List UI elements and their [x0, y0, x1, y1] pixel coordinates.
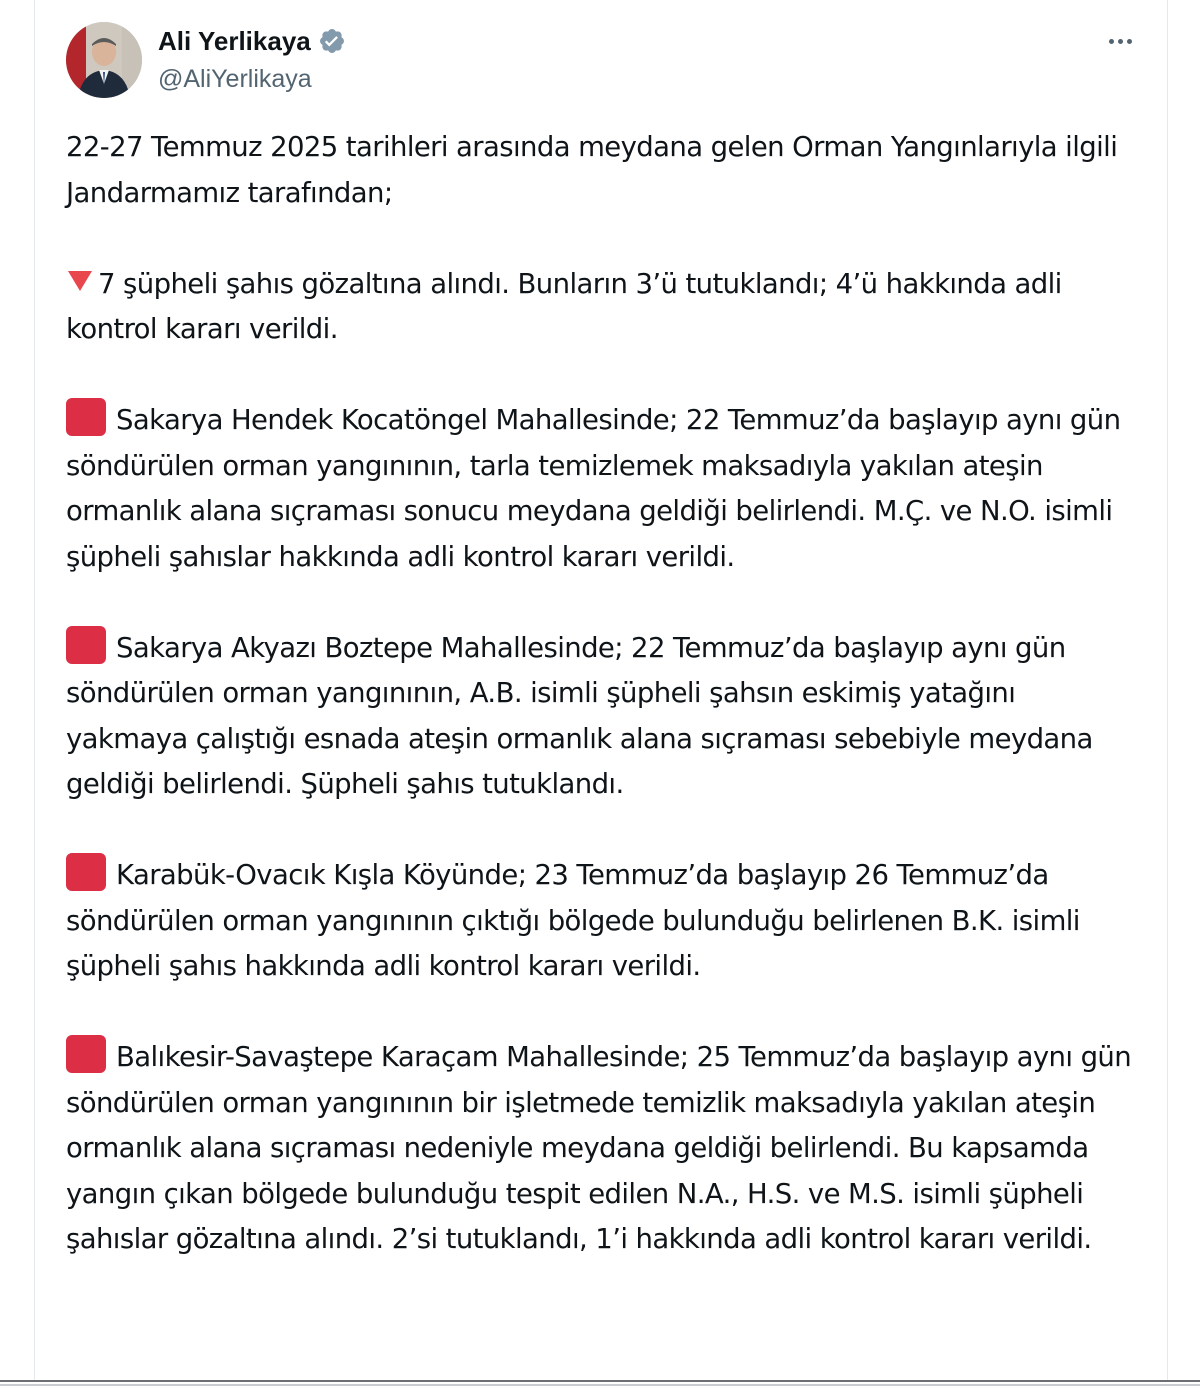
tweet-text	[66, 125, 1141, 1263]
red-square-icon	[66, 626, 106, 664]
tweet-item	[66, 1035, 1141, 1263]
bottom-border	[0, 1380, 1200, 1382]
red-square-icon	[66, 853, 106, 891]
avatar[interactable]	[66, 22, 142, 98]
tweet-item	[66, 398, 1141, 580]
tweet-item-text: Balıkesir-Savaştepe Karaçam Mahallesinde; 25 Temmuz’da başlayıp aynı gün söndürülen orman yangınının bir işletmede temizlik maksadıyla yakılan ateşin ormanlık alana sıçraması nedeniyle meydana geldiği belirlendi. Bu kapsamda yangın çıkan bölgede bulunduğu tespit edilen N.A., H.S. ve M.S. isimli şüpheli şahıslar gözaltına alındı. 2’si tutuklandı, 1’i hakkında adli kontrol kararı verildi.	[66, 1041, 1132, 1255]
red-square-icon	[66, 398, 106, 436]
tweet-item	[66, 853, 1141, 990]
dot	[1109, 39, 1114, 44]
tweet-item-text: Sakarya Akyazı Boztepe Mahallesinde; 22 Temmuz’da başlayıp aynı gün söndürülen orman yangınının, A.B. isimli şüpheli şahsın eskimiş yatağını yakmaya çalıştığı esnada ateşin ormanlık alana sıçraması sebebiyle meydana geldiği belirlendi. Şüpheli şahıs tutuklandı.	[66, 631, 1093, 800]
red-triangle-down-icon	[68, 271, 92, 291]
dot	[1127, 39, 1132, 44]
author-handle[interactable]: @AliYerlikaya	[158, 65, 312, 93]
tweet-item-text: Sakarya Hendek Kocatöngel Mahallesinde; 22 Temmuz’da başlayıp aynı gün söndürülen orman yangınının, tarla temizlemek maksadıyla yakılan ateşin ormanlık alana sıçraması sonucu meydana geldiği belirlendi. M.Ç. ve N.O. isimli şüpheli şahıslar hakkında adli kontrol kararı verildi.	[66, 404, 1121, 573]
red-square-icon	[66, 1035, 106, 1073]
verified-badge-icon	[318, 27, 346, 55]
author-display-name[interactable]: Ali Yerlikaya	[158, 26, 311, 56]
avatar-image	[66, 22, 142, 98]
dot	[1118, 39, 1123, 44]
author-name-row	[158, 26, 346, 56]
tweet-item-text: Karabük-Ovacık Kışla Köyünde; 23 Temmuz’da başlayıp 26 Temmuz’da söndürülen orman yangınının çıktığı bölgede bulunduğu belirlenen B.K. isimli şüpheli şahıs hakkında adli kontrol kararı verildi.	[66, 859, 1080, 982]
more-dots-icon[interactable]	[1100, 28, 1140, 54]
tweet-summary	[66, 262, 1141, 353]
tweet-intro: 22-27 Temmuz 2025 tarihleri arasında meydana gelen Orman Yangınlarıyla ilgili Jandarmamız tarafından;	[66, 131, 1118, 209]
tweet-item	[66, 626, 1141, 808]
tweet-summary-text: 7 şüpheli şahıs gözaltına alındı. Bunların 3’ü tutuklandı; 4’ü hakkında adli kontrol kararı verildi.	[66, 267, 1062, 345]
